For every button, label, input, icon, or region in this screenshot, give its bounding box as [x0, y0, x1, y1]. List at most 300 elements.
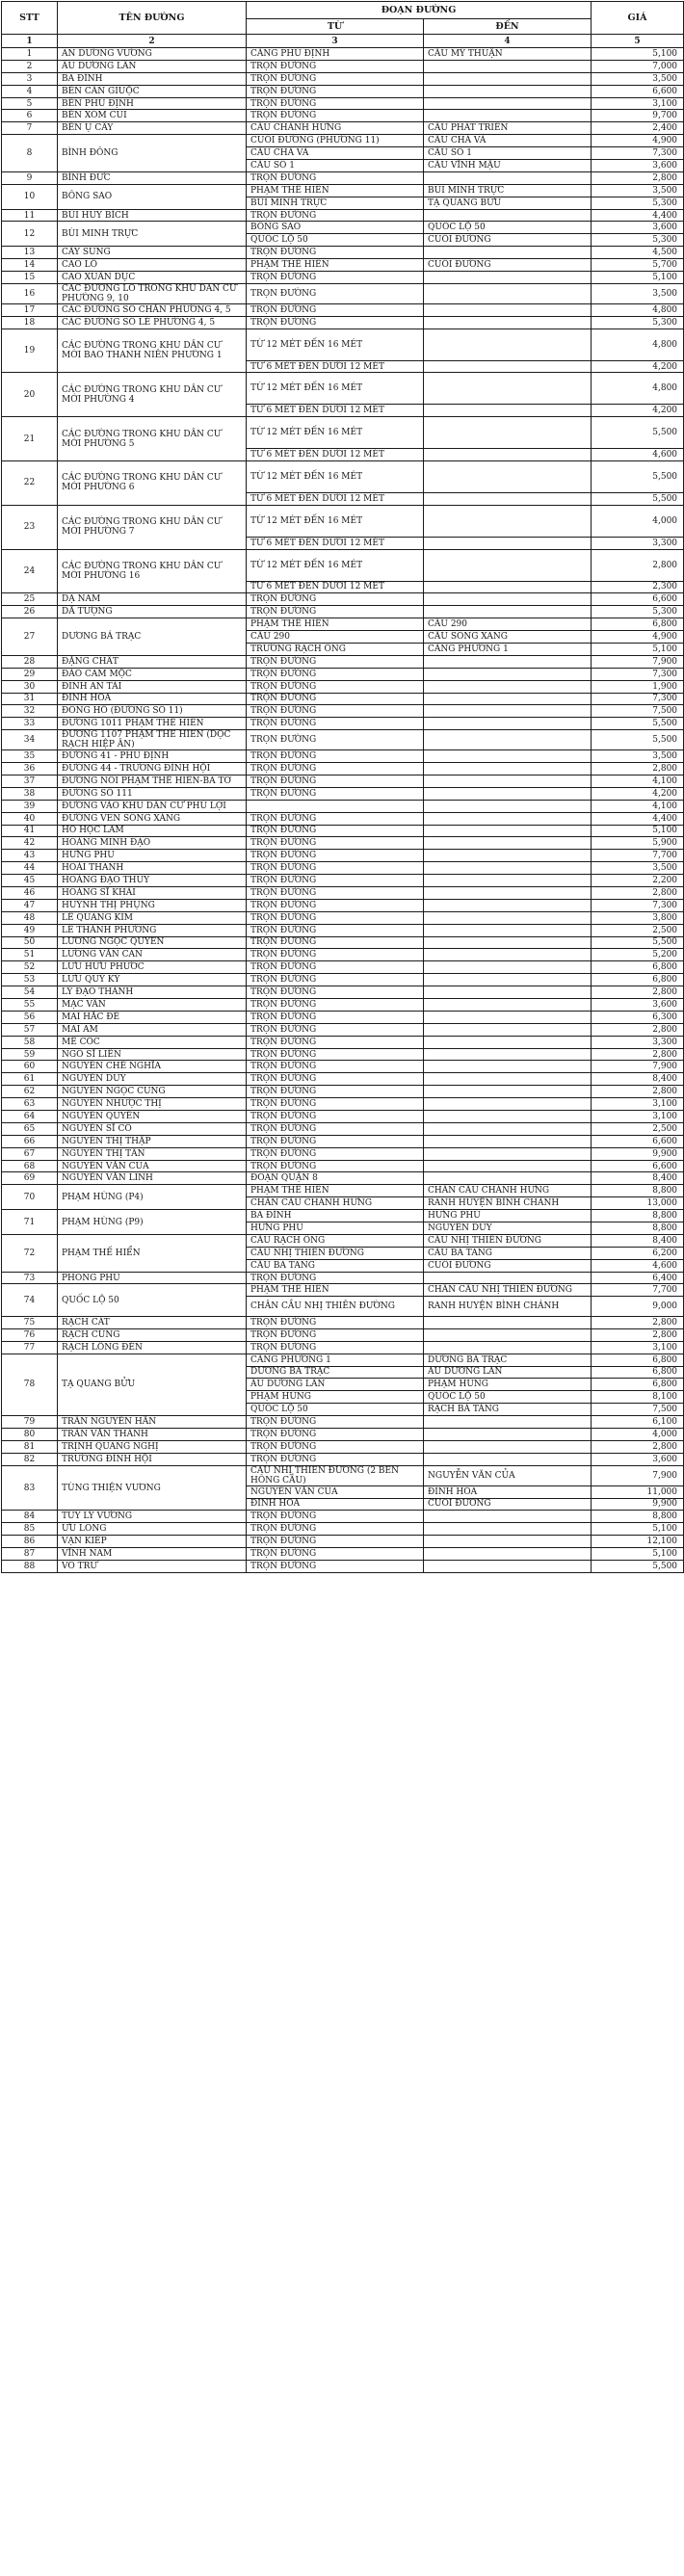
- row-price: 2,800: [592, 1328, 684, 1341]
- row-street-name: CÁC ĐƯỜNG TRONG KHU DÂN CƯ MỚI BAO THANH NIÊN PHƯỜNG 1: [58, 329, 247, 373]
- header-col-number: 1: [2, 35, 58, 48]
- row-stt: 47: [2, 899, 58, 911]
- row-stt: 31: [2, 693, 58, 705]
- row-stt: 42: [2, 837, 58, 850]
- row-from: TRỌN ĐƯỜNG: [247, 705, 424, 718]
- row-street-name: MAI AM: [58, 1023, 247, 1036]
- row-street-name: DÃ TƯỢNG: [58, 606, 247, 618]
- row-from: CẦU 290: [247, 631, 424, 644]
- row-to: ÂU DƯƠNG LÂN: [424, 1366, 592, 1379]
- row-from: TRỌN ĐƯỜNG: [247, 1561, 424, 1573]
- row-to: [424, 247, 592, 259]
- row-price: 8,400: [592, 1172, 684, 1185]
- row-from: TRỌN ĐƯỜNG: [247, 1073, 424, 1086]
- row-price: 4,200: [592, 360, 684, 373]
- header-doan-duong: ĐOẠN ĐƯỜNG: [247, 2, 592, 19]
- row-stt: 85: [2, 1523, 58, 1536]
- header-stt: STT: [2, 2, 58, 35]
- row-to: [424, 850, 592, 862]
- table-row: [2, 668, 684, 680]
- row-price: 2,800: [592, 986, 684, 999]
- table-row: [2, 825, 684, 837]
- row-price: 6,800: [592, 1366, 684, 1379]
- header-col-number: 3: [247, 35, 424, 48]
- row-price: 2,400: [592, 122, 684, 135]
- row-street-name: NGUYỄN DUY: [58, 1073, 247, 1086]
- row-stt: 43: [2, 850, 58, 862]
- table-row: [2, 1354, 684, 1366]
- table-row: [2, 1210, 684, 1222]
- row-price: 3,600: [592, 1453, 684, 1465]
- row-street-name: LƯU HỮU PHƯỚC: [58, 961, 247, 974]
- row-to: [424, 875, 592, 887]
- table-row: [2, 850, 684, 862]
- row-stt: 61: [2, 1073, 58, 1086]
- row-stt: 16: [2, 283, 58, 303]
- table-row: [2, 899, 684, 911]
- header-ten-duong: TÊN ĐƯỜNG: [58, 2, 247, 35]
- table-row: [2, 303, 684, 316]
- row-stt: 88: [2, 1561, 58, 1573]
- row-from: DƯƠNG BÁ TRẠC: [247, 1366, 424, 1379]
- row-street-name: VĨNH NAM: [58, 1548, 247, 1561]
- row-street-name: HOÀI THANH: [58, 862, 247, 875]
- row-stt: 41: [2, 825, 58, 837]
- row-stt: 51: [2, 949, 58, 961]
- table-row: [2, 1561, 684, 1573]
- row-to: [424, 825, 592, 837]
- row-street-name: LƯƠNG VĂN CAN: [58, 949, 247, 961]
- table-row: [2, 373, 684, 405]
- row-to: CHÂN CẦU NHỊ THIÊN ĐƯỜNG: [424, 1284, 592, 1297]
- row-to: [424, 72, 592, 85]
- row-price: 7,900: [592, 1465, 684, 1485]
- row-price: 6,600: [592, 1135, 684, 1147]
- row-to: [424, 1172, 592, 1185]
- row-price: 2,800: [592, 171, 684, 184]
- row-price: 9,900: [592, 1147, 684, 1160]
- table-row: [2, 85, 684, 97]
- table-row: [2, 48, 684, 61]
- table-row: [2, 618, 684, 631]
- row-street-name: ĐINH AN TÀI: [58, 680, 247, 693]
- row-price: 2,800: [592, 1316, 684, 1328]
- row-from: TRỌN ĐƯỜNG: [247, 1548, 424, 1561]
- row-price: 9,000: [592, 1297, 684, 1317]
- row-to: [424, 1328, 592, 1341]
- row-price: 6,200: [592, 1247, 684, 1259]
- row-street-name: LƯƠNG NGỌC QUYẾN: [58, 936, 247, 949]
- row-stt: 77: [2, 1341, 58, 1354]
- row-stt: 78: [2, 1354, 58, 1415]
- row-to: [424, 911, 592, 924]
- row-stt: 27: [2, 618, 58, 656]
- row-stt: 63: [2, 1098, 58, 1111]
- row-price: 4,100: [592, 775, 684, 787]
- row-to: [424, 718, 592, 730]
- table-row: [2, 655, 684, 668]
- row-from: TRỌN ĐƯỜNG: [247, 899, 424, 911]
- row-to: [424, 316, 592, 329]
- row-from: TRỌN ĐƯỜNG: [247, 1440, 424, 1453]
- row-street-name: LÝ ĐẠO THÀNH: [58, 986, 247, 999]
- row-street-name: HOÀNG SĨ KHẢI: [58, 886, 247, 899]
- row-price: 6,600: [592, 85, 684, 97]
- row-from: TỪ 6 MÉT ĐẾN DƯỚI 12 MÉT: [247, 449, 424, 461]
- row-to: [424, 1341, 592, 1354]
- row-to: CHÂN CẦU CHÁNH HƯNG: [424, 1185, 592, 1197]
- row-stt: 18: [2, 316, 58, 329]
- row-street-name: NGUYỄN NGỌC CUNG: [58, 1086, 247, 1098]
- row-price: 4,900: [592, 135, 684, 147]
- table-row: [2, 924, 684, 936]
- row-from: CẢNG PHƯỜNG 1: [247, 1354, 424, 1366]
- row-stt: 70: [2, 1185, 58, 1210]
- row-from: TRỌN ĐƯỜNG: [247, 1111, 424, 1123]
- row-to: [424, 974, 592, 986]
- row-from: TRỌN ĐƯỜNG: [247, 730, 424, 750]
- row-street-name: NGUYỄN SĨ CỐ: [58, 1122, 247, 1135]
- row-to: [424, 862, 592, 875]
- table-row: [2, 1440, 684, 1453]
- row-to: [424, 171, 592, 184]
- row-street-name: CÁC ĐƯỜNG LÔ TRONG KHU DÂN CƯ PHƯỜNG 9, 10: [58, 283, 247, 303]
- row-stt: 53: [2, 974, 58, 986]
- row-to: RẠCH BÀ TÀNG: [424, 1404, 592, 1416]
- table-row: [2, 1272, 684, 1284]
- row-street-name: NGUYỄN NHƯỢC THỊ: [58, 1098, 247, 1111]
- row-from: TRỌN ĐƯỜNG: [247, 775, 424, 787]
- row-street-name: CÁC ĐƯỜNG TRONG KHU DÂN CƯ MỚI PHƯỜNG 5: [58, 417, 247, 461]
- row-from: HƯNG PHÚ: [247, 1222, 424, 1235]
- row-street-name: HOÀNG ĐẠO THÚY: [58, 875, 247, 887]
- row-from: BA ĐÌNH: [247, 1210, 424, 1222]
- row-street-name: TRỊNH QUANG NGHỊ: [58, 1440, 247, 1453]
- row-price: 4,000: [592, 505, 684, 537]
- row-to: [424, 961, 592, 974]
- row-from: TRỌN ĐƯỜNG: [247, 247, 424, 259]
- row-to: CẦU NHỊ THIÊN ĐƯỜNG: [424, 1234, 592, 1247]
- row-price: 2,500: [592, 924, 684, 936]
- row-street-name: VÕ TRỨ: [58, 1561, 247, 1573]
- row-street-name: MỄ CỐC: [58, 1036, 247, 1048]
- row-from: PHẠM THẾ HIỂN: [247, 618, 424, 631]
- row-to: [424, 1316, 592, 1328]
- row-to: [424, 303, 592, 316]
- row-to: [424, 405, 592, 417]
- row-to: [424, 549, 592, 581]
- table-row: [2, 1111, 684, 1123]
- row-from: CẦU BA TANG: [247, 1259, 424, 1272]
- table-row: [2, 316, 684, 329]
- row-to: CẦU VĨNH MẬU: [424, 160, 592, 172]
- row-street-name: QUỐC LỘ 50: [58, 1284, 247, 1316]
- row-to: [424, 787, 592, 800]
- row-street-name: CÂY SUNG: [58, 247, 247, 259]
- row-to: [424, 999, 592, 1012]
- table-row: [2, 1416, 684, 1429]
- row-street-name: CÁC ĐƯỜNG SỐ LẺ PHƯỜNG 4, 5: [58, 316, 247, 329]
- row-from: TRỌN ĐƯỜNG: [247, 1341, 424, 1354]
- row-price: 4,400: [592, 812, 684, 825]
- row-price: 7,300: [592, 693, 684, 705]
- row-stt: 1: [2, 48, 58, 61]
- row-price: 7,700: [592, 850, 684, 862]
- row-to: ĐINH HÒA: [424, 1485, 592, 1498]
- table-row: [2, 135, 684, 147]
- row-price: 5,500: [592, 492, 684, 505]
- row-price: 2,800: [592, 549, 684, 581]
- row-to: TẠ QUANG BỬU: [424, 197, 592, 209]
- row-to: [424, 949, 592, 961]
- row-street-name: BẾN XÓM CỦI: [58, 110, 247, 122]
- row-stt: 66: [2, 1135, 58, 1147]
- row-stt: 71: [2, 1210, 58, 1235]
- row-to: [424, 373, 592, 405]
- row-to: [424, 1523, 592, 1536]
- row-price: 8,400: [592, 1073, 684, 1086]
- row-street-name: BÔNG SAO: [58, 184, 247, 209]
- row-from: TRỌN ĐƯỜNG: [247, 718, 424, 730]
- row-from: TRỌN ĐƯỜNG: [247, 72, 424, 85]
- row-street-name: ĐƯỜNG 1107 PHẠM THẾ HIỂN (DỌC RẠCH HIỆP ÂN): [58, 730, 247, 750]
- row-street-name: NGUYỄN CHẾ NGHĨA: [58, 1061, 247, 1073]
- table-row: [2, 122, 684, 135]
- row-to: [424, 209, 592, 222]
- row-price: 2,800: [592, 886, 684, 899]
- row-stt: 20: [2, 373, 58, 417]
- row-price: 2,800: [592, 1023, 684, 1036]
- table-row: [2, 505, 684, 537]
- row-stt: 32: [2, 705, 58, 718]
- row-stt: 17: [2, 303, 58, 316]
- row-price: 8,800: [592, 1185, 684, 1197]
- row-street-name: BÙI MINH TRỰC: [58, 222, 247, 247]
- street-price-table: [1, 1, 684, 1573]
- row-to: [424, 85, 592, 97]
- row-street-name: ĐINH HÒA: [58, 693, 247, 705]
- table-row: [2, 875, 684, 887]
- row-from: PHẠM THẾ HIỂN: [247, 1185, 424, 1197]
- row-to: [424, 936, 592, 949]
- row-to: [424, 750, 592, 763]
- row-to: [424, 97, 592, 110]
- table-row: [2, 680, 684, 693]
- row-price: 1,900: [592, 680, 684, 693]
- row-to: [424, 730, 592, 750]
- row-from: TRỌN ĐƯỜNG: [247, 1536, 424, 1548]
- table-row: [2, 961, 684, 974]
- table-row: [2, 1061, 684, 1073]
- row-price: 4,600: [592, 449, 684, 461]
- table-row: [2, 60, 684, 72]
- row-price: 4,500: [592, 247, 684, 259]
- row-stt: 9: [2, 171, 58, 184]
- row-price: 5,100: [592, 272, 684, 284]
- row-street-name: BÙI HUY BÍCH: [58, 209, 247, 222]
- row-to: DƯƠNG BÁ TRẠC: [424, 1354, 592, 1366]
- row-price: 3,300: [592, 1036, 684, 1048]
- row-stt: 50: [2, 936, 58, 949]
- row-stt: 33: [2, 718, 58, 730]
- row-street-name: CÁC ĐƯỜNG TRONG KHU DÂN CƯ MỚI PHƯỜNG 4: [58, 373, 247, 417]
- row-street-name: CÁC ĐƯỜNG TRONG KHU DÂN CƯ MỚI PHƯỜNG 6: [58, 461, 247, 506]
- row-stt: 28: [2, 655, 58, 668]
- row-price: 7,500: [592, 1404, 684, 1416]
- row-to: [424, 110, 592, 122]
- row-street-name: VẠN KIẾP: [58, 1536, 247, 1548]
- row-from: TRỌN ĐƯỜNG: [247, 886, 424, 899]
- row-street-name: HỒ HỌC LÃM: [58, 825, 247, 837]
- row-to: [424, 593, 592, 606]
- row-from: TRỌN ĐƯỜNG: [247, 303, 424, 316]
- row-from: TRỌN ĐƯỜNG: [247, 655, 424, 668]
- row-price: 4,000: [592, 1428, 684, 1440]
- row-price: 6,800: [592, 618, 684, 631]
- row-stt: 4: [2, 85, 58, 97]
- table-row: [2, 986, 684, 999]
- row-price: 5,500: [592, 1561, 684, 1573]
- row-price: 6,600: [592, 1160, 684, 1172]
- row-from: TỪ 12 MÉT ĐẾN 16 MÉT: [247, 329, 424, 360]
- row-stt: 15: [2, 272, 58, 284]
- row-price: 5,100: [592, 1548, 684, 1561]
- row-price: 5,300: [592, 234, 684, 247]
- row-to: [424, 1122, 592, 1135]
- table-row: [2, 1548, 684, 1561]
- row-price: 4,200: [592, 787, 684, 800]
- row-to: [424, 886, 592, 899]
- row-to: [424, 1511, 592, 1523]
- row-from: TRỌN ĐƯỜNG: [247, 812, 424, 825]
- row-stt: 35: [2, 750, 58, 763]
- row-from: TRỌN ĐƯỜNG: [247, 974, 424, 986]
- row-price: 6,800: [592, 961, 684, 974]
- row-price: 12,100: [592, 1536, 684, 1548]
- row-stt: 68: [2, 1160, 58, 1172]
- row-street-name: CÁC ĐƯỜNG TRONG KHU DÂN CƯ MỚI PHƯỜNG 7: [58, 505, 247, 549]
- row-street-name: AN DƯƠNG VƯƠNG: [58, 48, 247, 61]
- row-price: 5,300: [592, 197, 684, 209]
- row-from: TRỌN ĐƯỜNG: [247, 961, 424, 974]
- row-from: TRỌN ĐƯỜNG: [247, 60, 424, 72]
- row-price: 8,400: [592, 1234, 684, 1247]
- row-to: [424, 1428, 592, 1440]
- row-price: 3,600: [592, 160, 684, 172]
- row-price: 8,800: [592, 1222, 684, 1235]
- row-to: [424, 449, 592, 461]
- row-price: 3,500: [592, 862, 684, 875]
- row-to: QUỐC LỘ 50: [424, 222, 592, 234]
- row-from: TỪ 12 MÉT ĐẾN 16 MÉT: [247, 505, 424, 537]
- row-to: [424, 655, 592, 668]
- row-to: [424, 1023, 592, 1036]
- row-stt: 2: [2, 60, 58, 72]
- row-from: TRỌN ĐƯỜNG: [247, 750, 424, 763]
- row-from: TRỌN ĐƯỜNG: [247, 606, 424, 618]
- row-stt: 86: [2, 1536, 58, 1548]
- row-street-name: ĐÔNG HỒ (ĐƯỜNG SỐ 11): [58, 705, 247, 718]
- row-price: 3,500: [592, 750, 684, 763]
- row-to: [424, 924, 592, 936]
- row-from: [247, 800, 424, 812]
- table-row: [2, 718, 684, 730]
- row-to: [424, 1147, 592, 1160]
- row-price: 5,200: [592, 949, 684, 961]
- row-street-name: NGUYỄN VĂN LINH: [58, 1172, 247, 1185]
- row-to: CẦU PHÁT TRIỂN: [424, 122, 592, 135]
- row-from: TRỌN ĐƯỜNG: [247, 1428, 424, 1440]
- row-to: BÙI MINH TRỰC: [424, 184, 592, 197]
- row-to: QUỐC LỘ 50: [424, 1391, 592, 1404]
- row-stt: 34: [2, 730, 58, 750]
- row-to: [424, 1135, 592, 1147]
- table-row: [2, 1048, 684, 1061]
- header-col-number: 2: [58, 35, 247, 48]
- row-street-name: MAI HẮC ĐẾ: [58, 1011, 247, 1023]
- table-row: [2, 1523, 684, 1536]
- row-from: TRỌN ĐƯỜNG: [247, 1086, 424, 1098]
- row-to: [424, 417, 592, 449]
- row-street-name: RẠCH CÙNG: [58, 1328, 247, 1341]
- table-row: [2, 171, 684, 184]
- table-row: [2, 461, 684, 493]
- row-from: TRỌN ĐƯỜNG: [247, 1135, 424, 1147]
- table-row: [2, 209, 684, 222]
- row-street-name: LÊ QUANG KIM: [58, 911, 247, 924]
- row-street-name: CAO LỖ: [58, 259, 247, 272]
- row-to: [424, 1561, 592, 1573]
- row-stt: 49: [2, 924, 58, 936]
- header-tu: TỪ: [247, 19, 424, 35]
- row-from: TRỌN ĐƯỜNG: [247, 875, 424, 887]
- row-stt: 6: [2, 110, 58, 122]
- table-row: [2, 1098, 684, 1111]
- row-street-name: LÊ THÀNH PHƯƠNG: [58, 924, 247, 936]
- row-price: 9,900: [592, 1498, 684, 1511]
- row-price: 7,300: [592, 668, 684, 680]
- row-to: [424, 606, 592, 618]
- row-to: [424, 800, 592, 812]
- row-stt: 40: [2, 812, 58, 825]
- row-price: 5,500: [592, 730, 684, 750]
- row-to: [424, 360, 592, 373]
- row-stt: 62: [2, 1086, 58, 1098]
- row-street-name: ĐẶNG CHẤT: [58, 655, 247, 668]
- table-row: [2, 97, 684, 110]
- row-stt: 58: [2, 1036, 58, 1048]
- row-price: 5,900: [592, 837, 684, 850]
- table-row: [2, 259, 684, 272]
- row-price: 2,800: [592, 1440, 684, 1453]
- row-to: [424, 1453, 592, 1465]
- row-price: 2,500: [592, 1122, 684, 1135]
- table-row: [2, 787, 684, 800]
- table-row: [2, 1511, 684, 1523]
- table-row: [2, 974, 684, 986]
- row-from: PHẠM THẾ HIỂN: [247, 1284, 424, 1297]
- row-price: 3,300: [592, 537, 684, 549]
- table-row: [2, 606, 684, 618]
- row-from: TRỌN ĐƯỜNG: [247, 283, 424, 303]
- table-row: [2, 329, 684, 360]
- row-street-name: NGUYỄN VĂN CỦA: [58, 1160, 247, 1172]
- header-gia: GIÁ: [592, 2, 684, 35]
- row-stt: 60: [2, 1061, 58, 1073]
- table-row: [2, 911, 684, 924]
- table-row: [2, 1147, 684, 1160]
- row-stt: 7: [2, 122, 58, 135]
